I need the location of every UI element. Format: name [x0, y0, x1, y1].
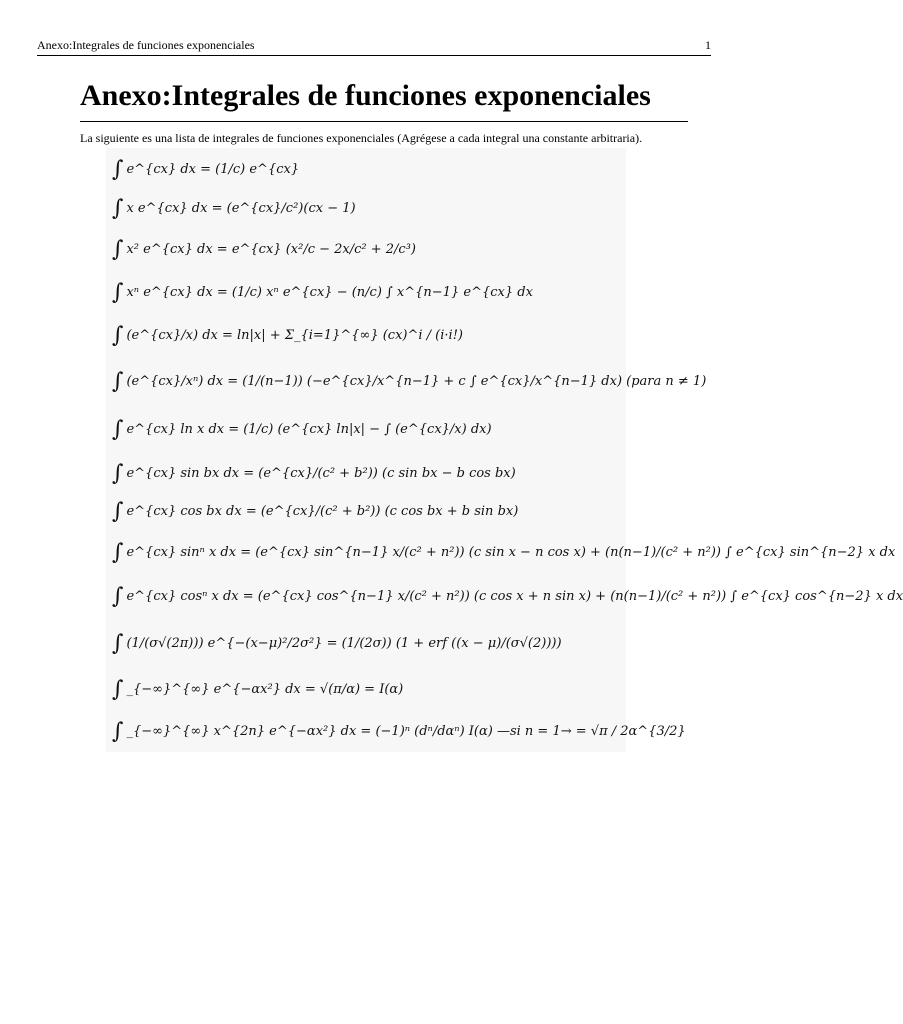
- page-header: [37, 37, 711, 56]
- integral-sign-icon: ∫: [112, 539, 124, 565]
- formula-text: e^{cx} cosⁿ x dx = (e^{cx} cos^{n−1} x/(c² + n²)) (c cos x + n sin x) + (n(n−1)/(c² + n²)) ∫ e^{cx} cos^{n−2} x dx: [126, 588, 903, 604]
- formula-text: xⁿ e^{cx} dx = (1/c) xⁿ e^{cx} − (n/c) ∫ x^{n−1} e^{cx} dx: [126, 284, 533, 300]
- formula-text: _{−∞}^{∞} x^{2n} e^{−αx²} dx = (−1)ⁿ (dⁿ/dαⁿ) I(α) —si n = 1→ = √π / 2α^{3/2}: [126, 723, 686, 739]
- formula-item: [106, 574, 903, 618]
- formula-text: x² e^{cx} dx = e^{cx} (x²/c − 2x/c² + 2/c³): [126, 241, 416, 257]
- page-title: Anexo:Integrales de funciones exponenciales: [80, 76, 688, 122]
- formula-item: [106, 272, 626, 312]
- formula-text: e^{cx} cos bx dx = (e^{cx}/(c² + b²)) (c cos bx + b sin bx): [126, 503, 519, 519]
- running-title: Anexo:Integrales de funciones exponenciales: [37, 38, 255, 52]
- formula-text: (e^{cx}/x) dx = ln|x| + Σ_{i=1}^{∞} (cx)^i / (i·i!): [126, 327, 464, 343]
- integral-sign-icon: ∫: [112, 676, 124, 702]
- integral-sign-icon: ∫: [112, 630, 124, 656]
- formula-item: [106, 710, 686, 752]
- integral-sign-icon: ∫: [112, 236, 124, 262]
- integral-sign-icon: ∫: [112, 583, 124, 609]
- formula-item: [106, 226, 626, 272]
- formula-item: [106, 618, 626, 668]
- formula-item: [106, 492, 626, 530]
- intro-paragraph: La siguiente es una lista de integrales de funciones exponenciales (Agrégese a cada integral una constante arbitraria).: [80, 131, 643, 145]
- integral-sign-icon: ∫: [112, 156, 124, 182]
- formula-text: e^{cx} ln x dx = (1/c) (e^{cx} ln|x| − ∫ (e^{cx}/x) dx): [126, 421, 492, 437]
- formula-text: (1/(σ√(2π))) e^{−(x−μ)²/2σ²} = (1/(2σ)) (1 + erf ((x − μ)/(σ√(2)))): [126, 635, 562, 651]
- page-number: 1: [705, 38, 711, 52]
- formula-item: [106, 358, 707, 404]
- integral-sign-icon: ∫: [112, 368, 124, 394]
- integral-sign-icon: ∫: [112, 322, 124, 348]
- formula-item: [106, 668, 626, 710]
- formula-text: _{−∞}^{∞} e^{−αx²} dx = √(π/α) = I(α): [126, 681, 404, 697]
- integral-sign-icon: ∫: [112, 279, 124, 305]
- formula-item: [106, 530, 896, 574]
- integral-sign-icon: ∫: [112, 416, 124, 442]
- formula-text: e^{cx} sinⁿ x dx = (e^{cx} sin^{n−1} x/(c² + n²)) (c sin x − n cos x) + (n(n−1)/(c² + n²)) ∫ e^{cx} sin^{n−2} x dx: [126, 544, 896, 560]
- integral-sign-icon: ∫: [112, 195, 124, 221]
- formula-list: [106, 148, 903, 752]
- formula-item: [106, 190, 626, 226]
- integral-sign-icon: ∫: [112, 498, 124, 524]
- formula-text: (e^{cx}/xⁿ) dx = (1/(n−1)) (−e^{cx}/x^{n−1} + c ∫ e^{cx}/x^{n−1} dx) (para n ≠ 1): [126, 373, 707, 389]
- integral-sign-icon: ∫: [112, 718, 124, 744]
- formula-text: x e^{cx} dx = (e^{cx}/c²)(cx − 1): [126, 200, 356, 216]
- formula-item: [106, 312, 626, 358]
- formula-text: e^{cx} sin bx dx = (e^{cx}/(c² + b²)) (c sin bx − b cos bx): [126, 465, 516, 481]
- formula-text: e^{cx} dx = (1/c) e^{cx}: [126, 161, 300, 177]
- formula-item: [106, 454, 626, 492]
- formula-item: [106, 148, 626, 190]
- integral-sign-icon: ∫: [112, 460, 124, 486]
- formula-item: [106, 404, 626, 454]
